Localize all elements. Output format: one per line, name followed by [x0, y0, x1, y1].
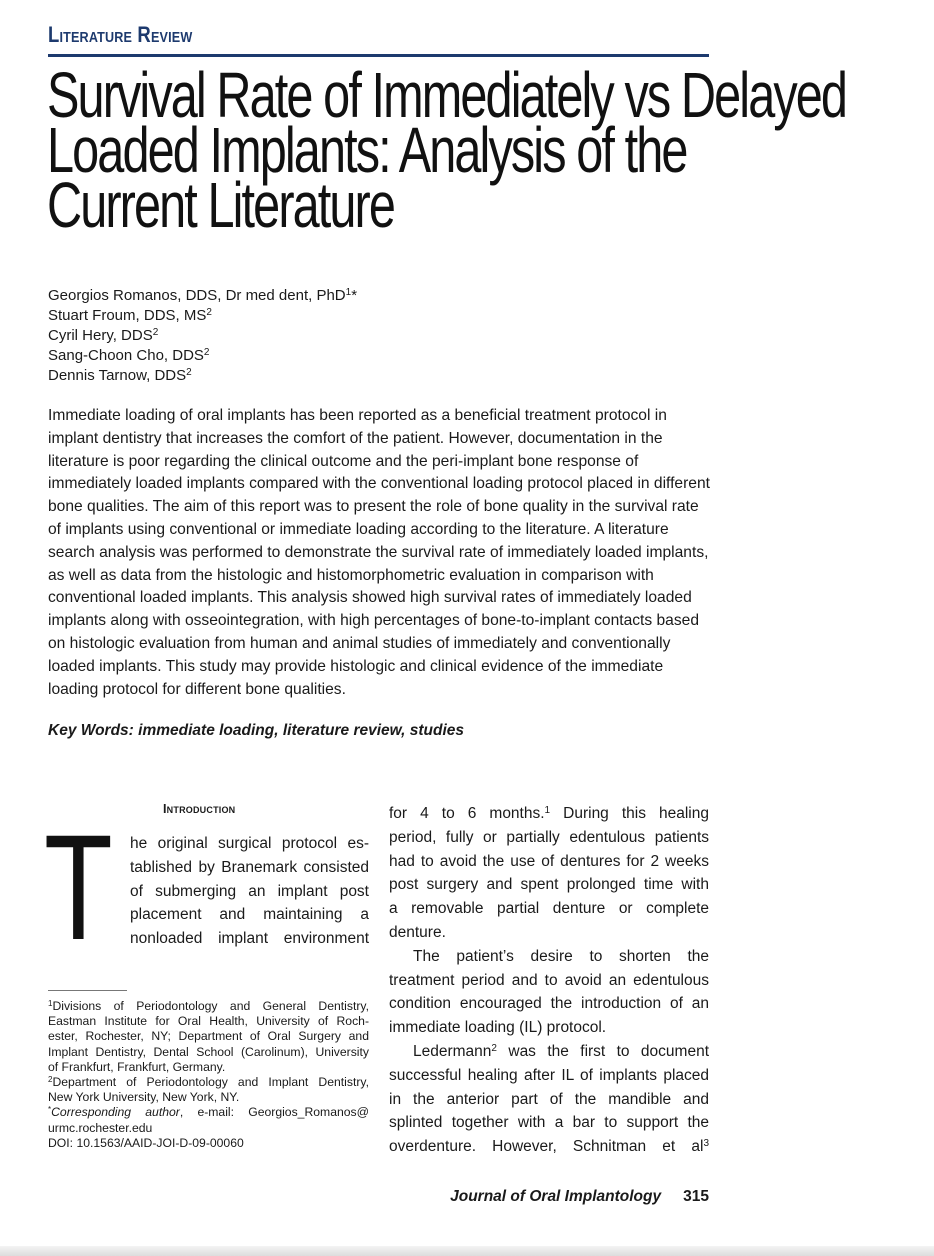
- text-line: for 4 to 6 months.$^1$ During this healing: [389, 805, 709, 822]
- text-line: treatment period and to avoid an edentulous: [389, 971, 709, 989]
- author: Stuart Froum, DDS, $MS^2$: [48, 307, 212, 324]
- text-line: Ledermann$^2$ was the first to document: [413, 1042, 709, 1060]
- text-line: in the anterior part of the mandible and: [389, 1090, 709, 1108]
- footnote-line: New York University, New York, NY.: [48, 1090, 240, 1105]
- page-footer: [0, 1188, 709, 1206]
- doi: DOI: 10.1563/AAID-JOI-D-09-00060: [48, 1135, 244, 1150]
- footnote-line: $^2$Department of Periodontology and Implant Dentistry,: [48, 1075, 369, 1090]
- page-number: 315: [683, 1188, 709, 1205]
- text-line: placement and maintaining a: [130, 906, 369, 924]
- text-line: denture.: [389, 923, 446, 941]
- introduction-heading: Introduction: [163, 802, 236, 816]
- text-line: splinted together with a bar to support the: [389, 1114, 709, 1132]
- section-rule: [48, 54, 709, 57]
- section-label: [48, 22, 192, 48]
- footnote-line: $^1$Divisions of Periodontology and General Dentistry,: [48, 999, 369, 1013]
- corresponding-email-line: urmc.rochester.edu: [48, 1120, 153, 1135]
- text-line: a removable partial denture or complete: [389, 900, 709, 918]
- author: Dennis Tarnow, DDS$^2$: [48, 367, 192, 384]
- introduction-text: [130, 832, 369, 951]
- text-line: successful healing after IL of implants placed: [389, 1066, 709, 1084]
- abstract: Immediate loading of oral implants has been reported as a beneficial treatment protocol in implant dentistry that increases the comfort of the patient. However, documentation in the literature is poor regarding the clinical outcome and the peri-implant bone response of immediately loaded implants compared with the conventional loading protocol placed in different bone qualities. The aim of this report was to present the role of bone quality in the survival rate of implants using conventional or immediate loading according to the literature. A literature search analysis was performed to demonstrate the survival rate of immediately loaded implants, as well as data from the histologic and histomorphometric evaluation in comparison with conventional loaded implants. This analysis showed high survival rates of immediately loaded implants along with osseointegration, with high percentages of bone-to-implant contacts based on histologic evaluation from human and animal studies of immediately and conventionally loaded implants. This study may provide histologic and clinical evidence of the immediate loading protocol for different bone qualities.: [48, 407, 710, 698]
- footnote-line: Eastman Institute for Oral Health, University of Roch-: [48, 1014, 369, 1029]
- author: Cyril Hery, DDS$^2$: [48, 327, 159, 344]
- section-label-text: Literature Review: [48, 22, 193, 47]
- text-line: The patient’s desire to shorten the: [413, 947, 709, 965]
- text-line: had to avoid the use of dentures for 2 weeks: [389, 852, 709, 870]
- title-line: Survival Rate of Immediately vs Delayed: [47, 59, 847, 131]
- footnote-line: of Frankfurt, Frankfurt, Germany.: [48, 1059, 226, 1074]
- keywords: Key Words: immediate loading, literature review, studies: [48, 722, 465, 739]
- text-line: overdenture. However, Schnitman et $al^3$: [389, 1138, 709, 1156]
- footnote-line: ester, Rochester, NY; Department of Oral Surgery and: [48, 1029, 369, 1044]
- footnotes: [48, 999, 369, 1151]
- title-line: Current Literature: [47, 169, 394, 241]
- article-title: [47, 59, 847, 241]
- text-line: post surgery and spent prolonged time with: [389, 876, 709, 894]
- author-list: [48, 286, 357, 386]
- drop-cap: T: [44, 803, 113, 971]
- text-line: nonloaded implant environment: [130, 930, 369, 948]
- corresponding-author-line: *Corresponding author, e-mail: Georgios_Romanos@: [48, 1105, 369, 1120]
- footnote-line: Implant Dentistry, Dental School (Carolinum), University: [48, 1044, 369, 1059]
- text-line: condition encouraged the introduction of an: [389, 995, 709, 1013]
- author: Sang-Choon Cho, DDS$^2$: [48, 347, 210, 364]
- journal-name: Journal of Oral Implantology: [450, 1188, 662, 1205]
- text-line: he original surgical protocol es-: [130, 835, 369, 852]
- text-line: period, fully or partially edentulous patients: [389, 828, 709, 846]
- right-column-text: [389, 802, 709, 1159]
- text-line: immediate loading (IL) protocol.: [389, 1019, 607, 1037]
- footnote-rule: [48, 990, 127, 991]
- text-line: of submerging an implant post: [130, 882, 369, 900]
- title-line: Loaded Implants: Analysis of the: [47, 114, 687, 186]
- author: Georgios Romanos, DDS, Dr med dent, PhD$^1$*: [48, 287, 358, 304]
- text-line: tablished by Branemark consisted: [130, 858, 369, 876]
- viewer-bottom-edge: [0, 1246, 934, 1256]
